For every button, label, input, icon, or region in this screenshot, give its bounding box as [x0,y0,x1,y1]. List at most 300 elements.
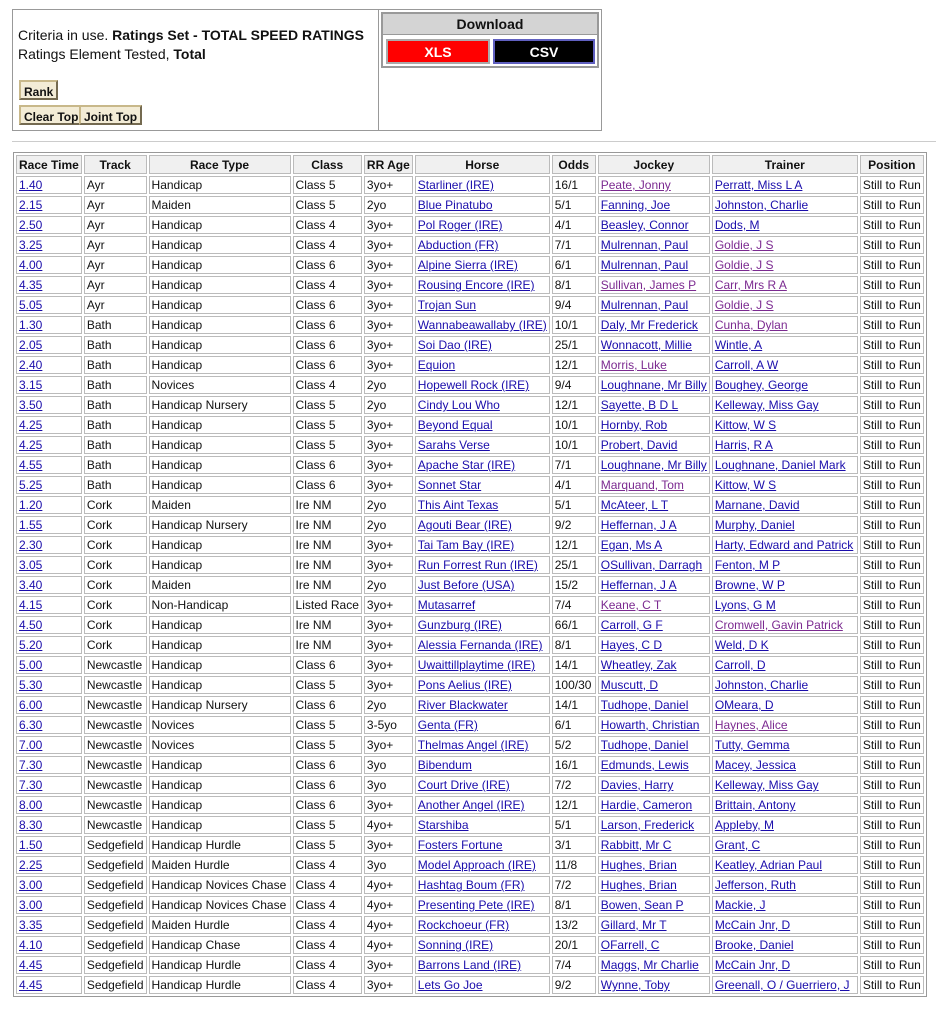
cell-race-type: Novices [149,716,291,734]
cell-race-type: Novices [149,376,291,394]
race-time-link[interactable]: 2.40 [19,358,43,372]
trainer-link[interactable]: Johnston, Charlie [714,678,809,692]
joint-top-button[interactable]: Joint Top [79,105,142,125]
cell-track: Sedgefield [84,876,147,894]
race-time-link[interactable]: 7.00 [19,738,43,752]
header-class[interactable]: Class [293,155,362,174]
horse-link[interactable]: Starliner (IRE) [417,178,494,192]
horse-link[interactable]: Alessia Fernanda (IRE) [417,638,543,652]
cell-race-time [16,556,82,574]
cell-jockey [598,596,710,614]
trainer-link[interactable]: Boughey, George [714,378,808,392]
horse-link[interactable]: Rousing Encore (IRE) [417,278,535,292]
jockey-link[interactable]: OSullivan, Darragh [600,558,703,572]
horse-link[interactable]: Pons Aelius (IRE) [417,678,512,692]
horse-link[interactable]: Fosters Fortune [417,838,503,852]
race-time-link[interactable]: 1.50 [19,838,43,852]
table-row [16,496,924,514]
race-time-link[interactable]: 4.55 [19,458,43,472]
race-time-link[interactable]: 5.30 [19,678,43,692]
cell-odds: 6/1 [552,716,596,734]
trainer-link[interactable]: Keatley, Adrian Paul [714,858,822,872]
cell-position: Still to Run [860,796,924,814]
race-time-link[interactable]: 5.25 [19,478,43,492]
cell-jockey [598,336,710,354]
trainer-link[interactable]: Grant, C [714,838,761,852]
race-time-link[interactable]: 3.40 [19,578,43,592]
horse-link[interactable]: Wannabeawallaby (IRE) [417,318,547,332]
trainer-link[interactable]: Haynes, Alice [714,718,788,732]
jockey-link[interactable]: Marquand, Tom [600,478,684,492]
header-race-time[interactable]: Race Time [16,155,82,174]
trainer-link[interactable]: Goldie, J S [714,238,774,252]
table-row [16,616,924,634]
table-row [16,216,924,234]
horse-link[interactable]: Model Approach (IRE) [417,858,536,872]
race-time-link[interactable]: 1.30 [19,318,43,332]
table-row [16,316,924,334]
cell-class: Class 5 [293,416,362,434]
race-time-link[interactable]: 5.05 [19,298,43,312]
table-row [16,516,924,534]
cell-rr-age: 2yo [364,396,413,414]
jockey-link[interactable]: Hayes, C D [600,638,663,652]
trainer-link[interactable]: Lyons, G M [714,598,776,612]
cell-odds: 15/2 [552,576,596,594]
cell-trainer [712,796,858,814]
jockey-link[interactable]: Hughes, Brian [600,858,677,872]
race-time-link[interactable]: 3.00 [19,878,43,892]
race-time-link[interactable]: 2.25 [19,858,43,872]
cell-jockey [598,436,710,454]
jockey-link[interactable]: Tudhope, Daniel [600,738,689,752]
race-time-link[interactable]: 3.50 [19,398,43,412]
horse-link[interactable]: Barrons Land (IRE) [417,958,522,972]
cell-rr-age: 2yo [364,696,413,714]
clear-top-button[interactable]: Clear Top [19,105,83,125]
horse-link[interactable]: This Aint Texas [417,498,499,512]
cell-race-time [16,856,82,874]
race-time-link[interactable]: 3.25 [19,238,43,252]
trainer-link[interactable]: Wintle, A [714,338,763,352]
trainer-link[interactable]: Brittain, Antony [714,798,796,812]
cell-jockey [598,476,710,494]
header-track[interactable]: Track [84,155,147,174]
cell-race-time [16,956,82,974]
table-row [16,536,924,554]
horse-link[interactable]: Sarahs Verse [417,438,490,452]
horse-link[interactable]: Genta (FR) [417,718,478,732]
cell-horse [415,416,550,434]
cell-odds: 25/1 [552,336,596,354]
jockey-link[interactable]: Morris, Luke [600,358,667,372]
jockey-link[interactable]: Davies, Harry [600,778,674,792]
header-odds[interactable]: Odds [552,155,596,174]
trainer-link[interactable]: Harty, Edward and Patrick [714,538,854,552]
cell-trainer [712,896,858,914]
jockey-link[interactable]: Muscutt, D [600,678,659,692]
trainer-link[interactable]: Tutty, Gemma [714,738,790,752]
trainer-link[interactable]: Loughnane, Daniel Mark [714,458,846,472]
cell-race-time [16,816,82,834]
cell-position: Still to Run [860,916,924,934]
cell-jockey [598,916,710,934]
cell-trainer [712,696,858,714]
cell-position: Still to Run [860,976,924,994]
trainer-link[interactable]: Kelleway, Miss Gay [714,398,819,412]
horse-link[interactable]: Trojan Sun [417,298,477,312]
cell-odds: 13/2 [552,916,596,934]
horse-link[interactable]: Blue Pinatubo [417,198,493,212]
cell-race-type: Non-Handicap [149,596,291,614]
horse-link[interactable]: Thelmas Angel (IRE) [417,738,529,752]
race-time-link[interactable]: 4.25 [19,418,43,432]
cell-class: Listed Race [293,596,362,614]
trainer-link[interactable]: Carroll, D [714,658,766,672]
cell-race-time [16,656,82,674]
horse-link[interactable]: Beyond Equal [417,418,493,432]
race-time-link[interactable]: 5.20 [19,638,43,652]
cell-race-time [16,716,82,734]
jockey-link[interactable]: McAteer, L T [600,498,669,512]
race-time-link[interactable]: 2.30 [19,538,43,552]
jockey-link[interactable]: Egan, Ms A [600,538,663,552]
cell-rr-age: 3yo+ [364,356,413,374]
horse-link[interactable]: Lets Go Joe [417,978,483,992]
trainer-link[interactable]: Johnston, Charlie [714,198,809,212]
cell-position: Still to Run [860,576,924,594]
cell-horse [415,616,550,634]
jockey-link[interactable]: Sayette, B D L [600,398,679,412]
race-time-link[interactable]: 4.45 [19,978,43,992]
cell-trainer [712,376,858,394]
cell-rr-age: 4yo+ [364,816,413,834]
jockey-link[interactable]: Daly, Mr Frederick [600,318,698,332]
table-row [16,336,924,354]
horse-link[interactable]: Pol Roger (IRE) [417,218,503,232]
jockey-link[interactable]: Keane, C T [600,598,662,612]
csv-download-button[interactable]: CSV [493,39,595,64]
cell-race-time [16,936,82,954]
race-time-link[interactable]: 1.40 [19,178,43,192]
trainer-link[interactable]: Fenton, M P [714,558,781,572]
horse-link[interactable]: Rockchoeur (FR) [417,918,510,932]
trainer-link[interactable]: Kittow, W S [714,478,777,492]
jockey-link[interactable]: Mulrennan, Paul [600,298,689,312]
cell-race-time [16,756,82,774]
cell-class: Class 5 [293,716,362,734]
horse-link[interactable]: Agouti Bear (IRE) [417,518,512,532]
race-time-link[interactable]: 6.00 [19,698,43,712]
table-row [16,356,924,374]
cell-jockey [598,496,710,514]
horse-link[interactable]: Abduction (FR) [417,238,499,252]
race-time-link[interactable]: 2.15 [19,198,43,212]
trainer-link[interactable]: Perratt, Miss L A [714,178,803,192]
horse-link[interactable]: Another Angel (IRE) [417,798,525,812]
cell-race-time [16,736,82,754]
xls-download-button[interactable]: XLS [386,39,490,64]
race-time-link[interactable]: 2.05 [19,338,43,352]
cell-jockey [598,396,710,414]
trainer-link[interactable]: Cunha, Dylan [714,318,788,332]
cell-jockey [598,516,710,534]
table-row [16,196,924,214]
trainer-link[interactable]: McCain Jnr, D [714,958,791,972]
horse-link[interactable]: Tai Tam Bay (IRE) [417,538,515,552]
cell-track: Ayr [84,256,147,274]
race-time-link[interactable]: 2.50 [19,218,43,232]
race-time-link[interactable]: 4.45 [19,958,43,972]
horse-link[interactable]: Sonning (IRE) [417,938,494,952]
cell-race-time [16,896,82,914]
race-time-link[interactable]: 5.00 [19,658,43,672]
cell-trainer [712,916,858,934]
race-time-link[interactable]: 1.20 [19,498,43,512]
trainer-link[interactable]: Carroll, A W [714,358,779,372]
jockey-link[interactable]: Edmunds, Lewis [600,758,689,772]
trainer-link[interactable]: Browne, W P [714,578,785,592]
cell-race-time [16,256,82,274]
cell-race-type: Handicap [149,476,291,494]
jockey-link[interactable]: Loughnane, Mr Billy [600,458,707,472]
trainer-link[interactable]: Mackie, J [714,898,766,912]
cell-rr-age: 4yo+ [364,876,413,894]
trainer-link[interactable]: Dods, M [714,218,760,232]
cell-track: Cork [84,536,147,554]
race-time-link[interactable]: 4.25 [19,438,43,452]
race-time-link[interactable]: 4.50 [19,618,43,632]
cell-position: Still to Run [860,876,924,894]
jockey-link[interactable]: Fanning, Joe [600,198,671,212]
cell-jockey [598,276,710,294]
cell-horse [415,376,550,394]
cell-trainer [712,656,858,674]
cell-jockey [598,456,710,474]
horse-link[interactable]: Hopewell Rock (IRE) [417,378,530,392]
cell-race-type: Handicap Nursery [149,696,291,714]
trainer-link[interactable]: Brooke, Daniel [714,938,794,952]
race-time-link[interactable]: 8.30 [19,818,43,832]
trainer-link[interactable]: Harris, R A [714,438,773,452]
cell-odds: 16/1 [552,176,596,194]
jockey-link[interactable]: Carroll, G F [600,618,663,632]
cell-odds: 12/1 [552,396,596,414]
cell-odds: 11/8 [552,856,596,874]
race-time-link[interactable]: 4.00 [19,258,43,272]
cell-class: Ire NM [293,576,362,594]
cell-race-time [16,396,82,414]
trainer-link[interactable]: McCain Jnr, D [714,918,791,932]
cell-odds: 12/1 [552,356,596,374]
cell-horse [415,656,550,674]
trainer-link[interactable]: Kittow, W S [714,418,777,432]
cell-race-type: Maiden [149,496,291,514]
race-time-link[interactable]: 3.00 [19,898,43,912]
cell-race-time [16,416,82,434]
cell-horse [415,716,550,734]
cell-trainer [712,736,858,754]
trainer-link[interactable]: Kelleway, Miss Gay [714,778,819,792]
jockey-link[interactable]: Wheatley, Zak [600,658,677,672]
cell-trainer [712,616,858,634]
cell-horse [415,896,550,914]
header-horse[interactable]: Horse [415,155,550,174]
jockey-link[interactable]: Larson, Frederick [600,818,695,832]
horse-link[interactable]: Equion [417,358,456,372]
cell-race-type: Handicap [149,616,291,634]
cell-rr-age: 3yo+ [364,556,413,574]
horse-link[interactable]: Run Forrest Run (IRE) [417,558,538,572]
trainer-link[interactable]: Marnane, David [714,498,800,512]
trainer-link[interactable]: Goldie, J S [714,258,774,272]
jockey-link[interactable]: OFarrell, C [600,938,660,952]
cell-odds: 5/1 [552,496,596,514]
cell-horse [415,696,550,714]
cell-trainer [712,356,858,374]
cell-rr-age: 3yo+ [364,336,413,354]
horse-link[interactable]: Presenting Pete (IRE) [417,898,535,912]
trainer-link[interactable]: Murphy, Daniel [714,518,795,532]
jockey-link[interactable]: Hornby, Rob [600,418,668,432]
cell-track: Bath [84,396,147,414]
jockey-link[interactable]: Probert, David [600,438,678,452]
jockey-link[interactable]: Wynne, Toby [600,978,670,992]
horse-link[interactable]: Uwaittillplaytime (IRE) [417,658,536,672]
criteria-prefix: Criteria in use. [18,27,113,43]
cell-rr-age: 3yo+ [364,276,413,294]
criteria-text [18,26,364,64]
rank-button[interactable]: Rank [19,80,58,100]
horse-link[interactable]: Soi Dao (IRE) [417,338,492,352]
table-row [16,576,924,594]
horse-link[interactable]: Sonnet Star [417,478,482,492]
cell-jockey [598,556,710,574]
cell-class: Class 4 [293,936,362,954]
jockey-link[interactable]: Loughnane, Mr Billy [600,378,707,392]
jockey-link[interactable]: Peate, Jonny [600,178,671,192]
horse-link[interactable]: Court Drive (IRE) [417,778,510,792]
horse-link[interactable]: Just Before (USA) [417,578,515,592]
horse-link[interactable]: Starshiba [417,818,469,832]
cell-rr-age: 3yo+ [364,676,413,694]
race-time-link[interactable]: 4.35 [19,278,43,292]
cell-race-time [16,976,82,994]
race-time-link[interactable]: 6.30 [19,718,43,732]
jockey-link[interactable]: Beasley, Connor [600,218,689,232]
jockey-link[interactable]: Wonnacott, Millie [600,338,692,352]
cell-race-time [16,636,82,654]
cell-track: Newcastle [84,816,147,834]
horse-link[interactable]: Bibendum [417,758,472,772]
header-jockey[interactable]: Jockey [598,155,710,174]
horse-link[interactable]: Alpine Sierra (IRE) [417,258,518,272]
trainer-link[interactable]: Goldie, J S [714,298,774,312]
trainer-link[interactable]: OMeara, D [714,698,774,712]
race-time-link[interactable]: 3.35 [19,918,43,932]
jockey-link[interactable]: Howarth, Christian [600,718,700,732]
jockey-link[interactable]: Mulrennan, Paul [600,258,689,272]
cell-class: Ire NM [293,516,362,534]
cell-position: Still to Run [860,176,924,194]
race-time-link[interactable]: 4.15 [19,598,43,612]
cell-jockey [598,676,710,694]
cell-horse [415,196,550,214]
cell-odds: 10/1 [552,436,596,454]
cell-horse [415,336,550,354]
jockey-link[interactable]: Hardie, Cameron [600,798,693,812]
cell-horse [415,456,550,474]
cell-race-type: Handicap [149,556,291,574]
trainer-link[interactable]: Carr, Mrs R A [714,278,787,292]
jockey-link[interactable]: Bowen, Sean P [600,898,684,912]
jockey-link[interactable]: Mulrennan, Paul [600,238,689,252]
trainer-link[interactable]: Macey, Jessica [714,758,796,772]
jockey-link[interactable]: Gillard, Mr T [600,918,667,932]
cell-trainer [712,536,858,554]
jockey-link[interactable]: Sullivan, James P [600,278,697,292]
cell-trainer [712,836,858,854]
header-race-type[interactable]: Race Type [149,155,291,174]
jockey-link[interactable]: Tudhope, Daniel [600,698,689,712]
jockey-link[interactable]: Maggs, Mr Charlie [600,958,699,972]
trainer-link[interactable]: Cromwell, Gavin Patrick [714,618,843,632]
race-time-link[interactable]: 7.30 [19,778,43,792]
cell-trainer [712,816,858,834]
race-time-link[interactable]: 1.55 [19,518,43,532]
jockey-link[interactable]: Heffernan, J A [600,578,677,592]
race-time-link[interactable]: 3.15 [19,378,43,392]
horse-link[interactable]: Gunzburg (IRE) [417,618,502,632]
jockey-link[interactable]: Rabbitt, Mr C [600,838,672,852]
race-time-link[interactable]: 7.30 [19,758,43,772]
cell-class: Class 4 [293,276,362,294]
cell-race-time [16,876,82,894]
horse-link[interactable]: Mutasarref [417,598,476,612]
cell-race-time [16,276,82,294]
cell-position: Still to Run [860,956,924,974]
cell-class: Ire NM [293,536,362,554]
cell-class: Ire NM [293,496,362,514]
jockey-link[interactable]: Hughes, Brian [600,878,677,892]
race-time-link[interactable]: 4.10 [19,938,43,952]
race-time-link[interactable]: 3.05 [19,558,43,572]
table-row [16,776,924,794]
header-rr-age[interactable]: RR Age [364,155,413,174]
horse-link[interactable]: Hashtag Boum (FR) [417,878,525,892]
horse-link[interactable]: River Blackwater [417,698,508,712]
cell-race-type: Handicap [149,796,291,814]
trainer-link[interactable]: Greenall, O / Guerriero, J [714,978,850,992]
header-position[interactable]: Position [860,155,924,174]
cell-position: Still to Run [860,476,924,494]
race-time-link[interactable]: 8.00 [19,798,43,812]
horse-link[interactable]: Cindy Lou Who [417,398,500,412]
cell-trainer [712,716,858,734]
jockey-link[interactable]: Heffernan, J A [600,518,677,532]
cell-horse [415,536,550,554]
cell-position: Still to Run [860,216,924,234]
cell-jockey [598,216,710,234]
trainer-link[interactable]: Appleby, M [714,818,774,832]
trainer-link[interactable]: Weld, D K [714,638,769,652]
divider [12,141,936,142]
horse-link[interactable]: Apache Star (IRE) [417,458,516,472]
header-trainer[interactable]: Trainer [712,155,858,174]
trainer-link[interactable]: Jefferson, Ruth [714,878,796,892]
cell-race-time [16,696,82,714]
results-table [13,152,927,997]
